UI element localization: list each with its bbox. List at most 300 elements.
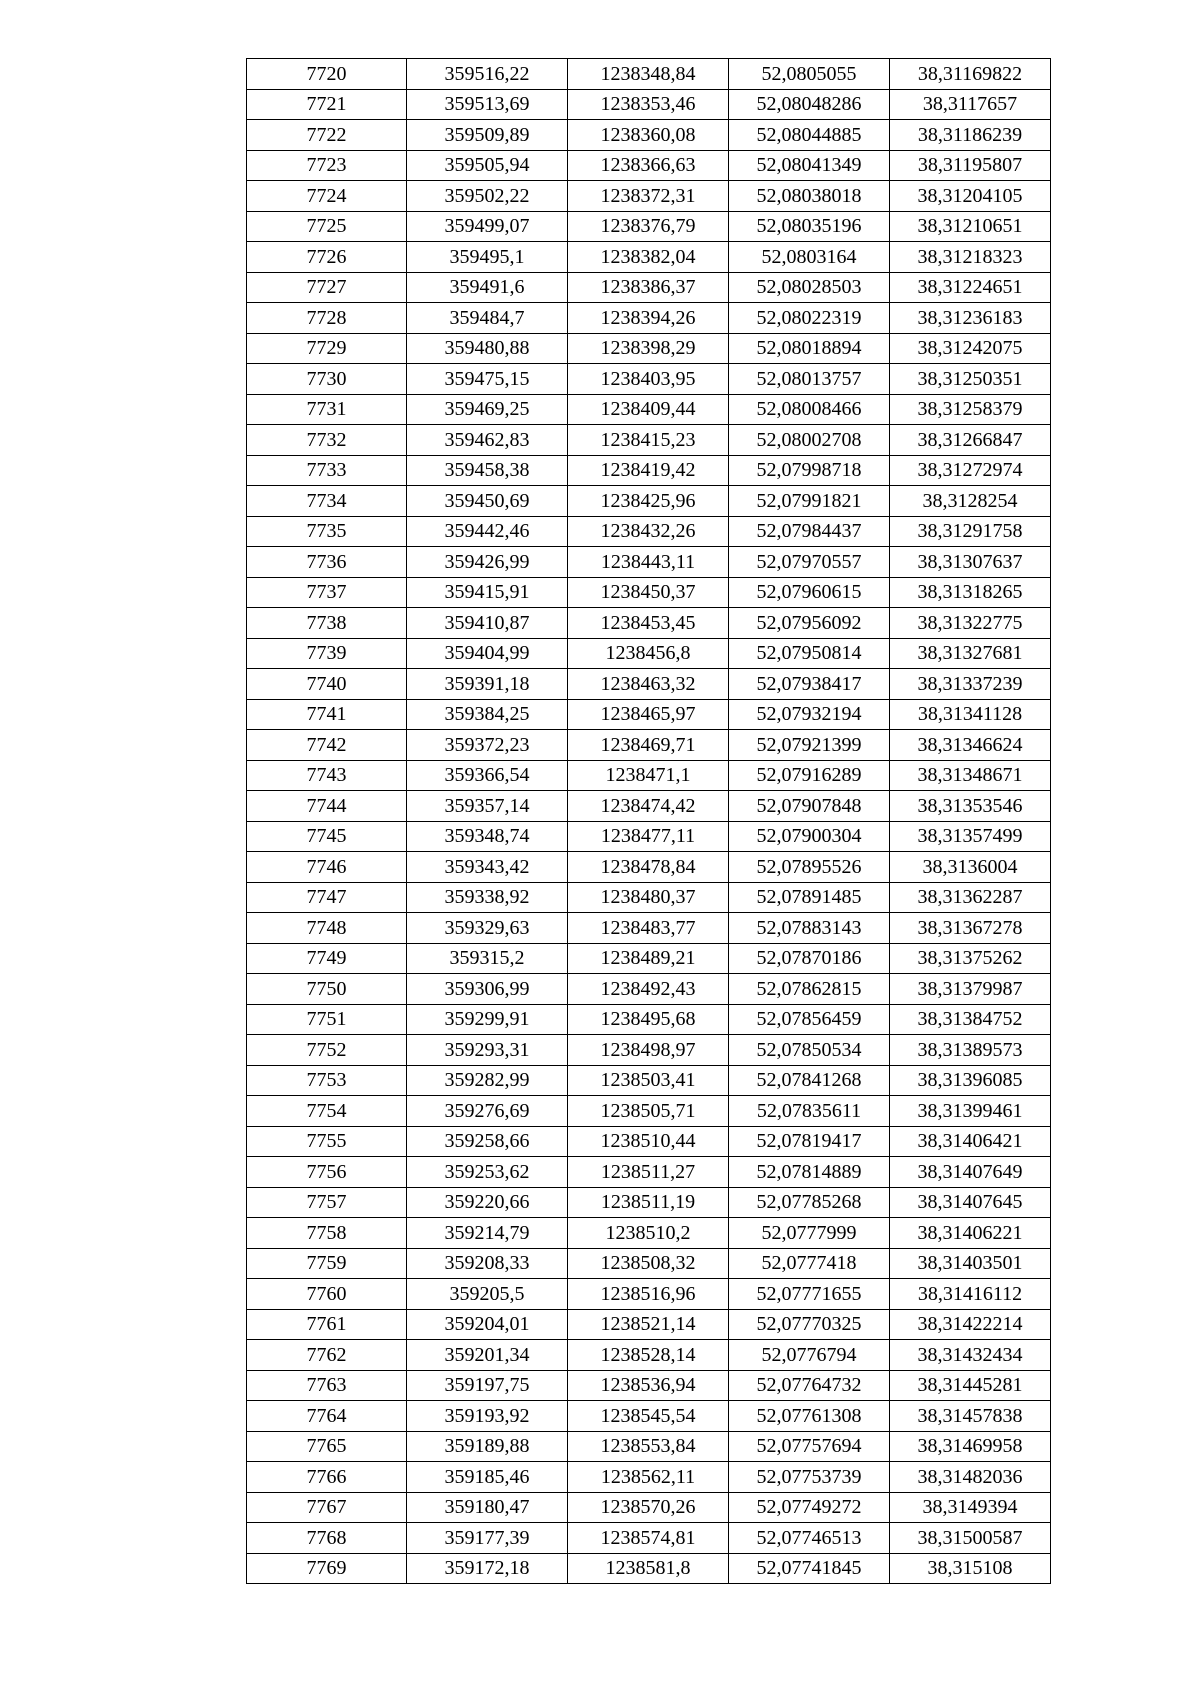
x-coordinate-cell: 359315,2: [407, 943, 568, 974]
point-number-cell: 7736: [247, 547, 407, 578]
y-coordinate-cell: 1238425,96: [568, 486, 729, 517]
longitude-cell: 38,31322775: [890, 608, 1051, 639]
table-row: [247, 1431, 1051, 1462]
longitude-cell: 38,31210651: [890, 211, 1051, 242]
y-coordinate-cell: 1238478,84: [568, 852, 729, 883]
x-coordinate-cell: 359509,89: [407, 120, 568, 151]
x-coordinate-cell: 359208,33: [407, 1248, 568, 1279]
latitude-cell: 52,07814889: [729, 1157, 890, 1188]
x-coordinate-cell: 359201,34: [407, 1340, 568, 1371]
latitude-cell: 52,07932194: [729, 699, 890, 730]
longitude-cell: 38,31469958: [890, 1431, 1051, 1462]
table-row: [247, 425, 1051, 456]
x-coordinate-cell: 359426,99: [407, 547, 568, 578]
point-number-cell: 7725: [247, 211, 407, 242]
table-row: [247, 59, 1051, 90]
y-coordinate-cell: 1238398,29: [568, 333, 729, 364]
x-coordinate-cell: 359299,91: [407, 1004, 568, 1035]
longitude-cell: 38,3136004: [890, 852, 1051, 883]
longitude-cell: 38,31186239: [890, 120, 1051, 151]
table-row: [247, 1523, 1051, 1554]
point-number-cell: 7738: [247, 608, 407, 639]
longitude-cell: 38,31432434: [890, 1340, 1051, 1371]
longitude-cell: 38,31407649: [890, 1157, 1051, 1188]
latitude-cell: 52,07757694: [729, 1431, 890, 1462]
longitude-cell: 38,3149394: [890, 1492, 1051, 1523]
longitude-cell: 38,31337239: [890, 669, 1051, 700]
latitude-cell: 52,07970557: [729, 547, 890, 578]
latitude-cell: 52,07900304: [729, 821, 890, 852]
table-row: [247, 1157, 1051, 1188]
table-row: [247, 638, 1051, 669]
point-number-cell: 7729: [247, 333, 407, 364]
x-coordinate-cell: 359502,22: [407, 181, 568, 212]
longitude-cell: 38,31396085: [890, 1065, 1051, 1096]
y-coordinate-cell: 1238372,31: [568, 181, 729, 212]
x-coordinate-cell: 359357,14: [407, 791, 568, 822]
x-coordinate-cell: 359258,66: [407, 1126, 568, 1157]
table-row: [247, 1218, 1051, 1249]
x-coordinate-cell: 359348,74: [407, 821, 568, 852]
latitude-cell: 52,07761308: [729, 1401, 890, 1432]
point-number-cell: 7737: [247, 577, 407, 608]
latitude-cell: 52,0777418: [729, 1248, 890, 1279]
latitude-cell: 52,07984437: [729, 516, 890, 547]
longitude-cell: 38,31389573: [890, 1035, 1051, 1066]
table-row: [247, 1096, 1051, 1127]
point-number-cell: 7730: [247, 364, 407, 395]
table-row: [247, 1340, 1051, 1371]
x-coordinate-cell: 359495,1: [407, 242, 568, 273]
table-row: [247, 1004, 1051, 1035]
latitude-cell: 52,08008466: [729, 394, 890, 425]
latitude-cell: 52,07956092: [729, 608, 890, 639]
longitude-cell: 38,31457838: [890, 1401, 1051, 1432]
y-coordinate-cell: 1238521,14: [568, 1309, 729, 1340]
longitude-cell: 38,31406421: [890, 1126, 1051, 1157]
y-coordinate-cell: 1238562,11: [568, 1462, 729, 1493]
longitude-cell: 38,31318265: [890, 577, 1051, 608]
latitude-cell: 52,08041349: [729, 150, 890, 181]
y-coordinate-cell: 1238511,27: [568, 1157, 729, 1188]
y-coordinate-cell: 1238503,41: [568, 1065, 729, 1096]
table-row: [247, 1126, 1051, 1157]
point-number-cell: 7742: [247, 730, 407, 761]
table-row: [247, 394, 1051, 425]
y-coordinate-cell: 1238376,79: [568, 211, 729, 242]
table-row: [247, 791, 1051, 822]
y-coordinate-cell: 1238348,84: [568, 59, 729, 90]
x-coordinate-cell: 359329,63: [407, 913, 568, 944]
table-row: [247, 181, 1051, 212]
latitude-cell: 52,08022319: [729, 303, 890, 334]
x-coordinate-cell: 359204,01: [407, 1309, 568, 1340]
x-coordinate-cell: 359214,79: [407, 1218, 568, 1249]
latitude-cell: 52,07950814: [729, 638, 890, 669]
point-number-cell: 7720: [247, 59, 407, 90]
longitude-cell: 38,31218323: [890, 242, 1051, 273]
x-coordinate-cell: 359189,88: [407, 1431, 568, 1462]
point-number-cell: 7732: [247, 425, 407, 456]
x-coordinate-cell: 359197,75: [407, 1370, 568, 1401]
x-coordinate-cell: 359282,99: [407, 1065, 568, 1096]
y-coordinate-cell: 1238450,37: [568, 577, 729, 608]
longitude-cell: 38,31242075: [890, 333, 1051, 364]
point-number-cell: 7768: [247, 1523, 407, 1554]
longitude-cell: 38,31327681: [890, 638, 1051, 669]
point-number-cell: 7766: [247, 1462, 407, 1493]
latitude-cell: 52,08018894: [729, 333, 890, 364]
latitude-cell: 52,07998718: [729, 455, 890, 486]
latitude-cell: 52,08002708: [729, 425, 890, 456]
longitude-cell: 38,31195807: [890, 150, 1051, 181]
x-coordinate-cell: 359193,92: [407, 1401, 568, 1432]
x-coordinate-cell: 359343,42: [407, 852, 568, 883]
longitude-cell: 38,31362287: [890, 882, 1051, 913]
table-row: [247, 1553, 1051, 1584]
point-number-cell: 7758: [247, 1218, 407, 1249]
latitude-cell: 52,0803164: [729, 242, 890, 273]
point-number-cell: 7734: [247, 486, 407, 517]
latitude-cell: 52,07785268: [729, 1187, 890, 1218]
longitude-cell: 38,31422214: [890, 1309, 1051, 1340]
longitude-cell: 38,31403501: [890, 1248, 1051, 1279]
point-number-cell: 7722: [247, 120, 407, 151]
longitude-cell: 38,31357499: [890, 821, 1051, 852]
table-row: [247, 1370, 1051, 1401]
y-coordinate-cell: 1238360,08: [568, 120, 729, 151]
point-number-cell: 7764: [247, 1401, 407, 1432]
longitude-cell: 38,31341128: [890, 699, 1051, 730]
table-row: [247, 1401, 1051, 1432]
y-coordinate-cell: 1238528,14: [568, 1340, 729, 1371]
point-number-cell: 7745: [247, 821, 407, 852]
latitude-cell: 52,07741845: [729, 1553, 890, 1584]
x-coordinate-cell: 359475,15: [407, 364, 568, 395]
y-coordinate-cell: 1238432,26: [568, 516, 729, 547]
longitude-cell: 38,31236183: [890, 303, 1051, 334]
longitude-cell: 38,31416112: [890, 1279, 1051, 1310]
y-coordinate-cell: 1238453,45: [568, 608, 729, 639]
table-row: [247, 1492, 1051, 1523]
table-row: [247, 364, 1051, 395]
table-row: [247, 1462, 1051, 1493]
point-number-cell: 7724: [247, 181, 407, 212]
table-row: [247, 150, 1051, 181]
point-number-cell: 7741: [247, 699, 407, 730]
table-row: [247, 1279, 1051, 1310]
point-number-cell: 7747: [247, 882, 407, 913]
y-coordinate-cell: 1238480,37: [568, 882, 729, 913]
y-coordinate-cell: 1238465,97: [568, 699, 729, 730]
point-number-cell: 7763: [247, 1370, 407, 1401]
point-number-cell: 7727: [247, 272, 407, 303]
longitude-cell: 38,31266847: [890, 425, 1051, 456]
longitude-cell: 38,31272974: [890, 455, 1051, 486]
y-coordinate-cell: 1238382,04: [568, 242, 729, 273]
longitude-cell: 38,31379987: [890, 974, 1051, 1005]
x-coordinate-cell: 359469,25: [407, 394, 568, 425]
y-coordinate-cell: 1238511,19: [568, 1187, 729, 1218]
point-number-cell: 7756: [247, 1157, 407, 1188]
point-number-cell: 7762: [247, 1340, 407, 1371]
point-number-cell: 7750: [247, 974, 407, 1005]
x-coordinate-cell: 359366,54: [407, 760, 568, 791]
y-coordinate-cell: 1238492,43: [568, 974, 729, 1005]
y-coordinate-cell: 1238443,11: [568, 547, 729, 578]
point-number-cell: 7754: [247, 1096, 407, 1127]
table-row: [247, 1309, 1051, 1340]
x-coordinate-cell: 359384,25: [407, 699, 568, 730]
point-number-cell: 7740: [247, 669, 407, 700]
point-number-cell: 7765: [247, 1431, 407, 1462]
latitude-cell: 52,07907848: [729, 791, 890, 822]
point-number-cell: 7755: [247, 1126, 407, 1157]
table-row: [247, 211, 1051, 242]
y-coordinate-cell: 1238574,81: [568, 1523, 729, 1554]
point-number-cell: 7746: [247, 852, 407, 883]
table-row: [247, 242, 1051, 273]
table-row: [247, 852, 1051, 883]
longitude-cell: 38,31399461: [890, 1096, 1051, 1127]
longitude-cell: 38,31406221: [890, 1218, 1051, 1249]
longitude-cell: 38,31307637: [890, 547, 1051, 578]
y-coordinate-cell: 1238545,54: [568, 1401, 729, 1432]
latitude-cell: 52,07749272: [729, 1492, 890, 1523]
table-row: [247, 333, 1051, 364]
table-row: [247, 1065, 1051, 1096]
x-coordinate-cell: 359513,69: [407, 89, 568, 120]
longitude-cell: 38,315108: [890, 1553, 1051, 1584]
y-coordinate-cell: 1238510,2: [568, 1218, 729, 1249]
y-coordinate-cell: 1238536,94: [568, 1370, 729, 1401]
latitude-cell: 52,07895526: [729, 852, 890, 883]
table-row: [247, 120, 1051, 151]
y-coordinate-cell: 1238483,77: [568, 913, 729, 944]
coordinates-table: [246, 58, 1051, 1584]
latitude-cell: 52,08044885: [729, 120, 890, 151]
y-coordinate-cell: 1238386,37: [568, 272, 729, 303]
latitude-cell: 52,08035196: [729, 211, 890, 242]
table-row: [247, 943, 1051, 974]
longitude-cell: 38,31384752: [890, 1004, 1051, 1035]
table-row: [247, 821, 1051, 852]
y-coordinate-cell: 1238508,32: [568, 1248, 729, 1279]
latitude-cell: 52,07891485: [729, 882, 890, 913]
latitude-cell: 52,07883143: [729, 913, 890, 944]
latitude-cell: 52,07991821: [729, 486, 890, 517]
y-coordinate-cell: 1238469,71: [568, 730, 729, 761]
x-coordinate-cell: 359484,7: [407, 303, 568, 334]
latitude-cell: 52,07862815: [729, 974, 890, 1005]
point-number-cell: 7743: [247, 760, 407, 791]
latitude-cell: 52,07770325: [729, 1309, 890, 1340]
x-coordinate-cell: 359276,69: [407, 1096, 568, 1127]
latitude-cell: 52,0777999: [729, 1218, 890, 1249]
coordinates-table-body: [247, 59, 1051, 1584]
longitude-cell: 38,31348671: [890, 760, 1051, 791]
x-coordinate-cell: 359253,62: [407, 1157, 568, 1188]
table-row: [247, 760, 1051, 791]
latitude-cell: 52,07841268: [729, 1065, 890, 1096]
y-coordinate-cell: 1238409,44: [568, 394, 729, 425]
x-coordinate-cell: 359293,31: [407, 1035, 568, 1066]
longitude-cell: 38,3117657: [890, 89, 1051, 120]
point-number-cell: 7733: [247, 455, 407, 486]
x-coordinate-cell: 359491,6: [407, 272, 568, 303]
point-number-cell: 7735: [247, 516, 407, 547]
latitude-cell: 52,07819417: [729, 1126, 890, 1157]
y-coordinate-cell: 1238477,11: [568, 821, 729, 852]
x-coordinate-cell: 359450,69: [407, 486, 568, 517]
longitude-cell: 38,31224651: [890, 272, 1051, 303]
x-coordinate-cell: 359499,07: [407, 211, 568, 242]
x-coordinate-cell: 359391,18: [407, 669, 568, 700]
x-coordinate-cell: 359338,92: [407, 882, 568, 913]
latitude-cell: 52,07771655: [729, 1279, 890, 1310]
x-coordinate-cell: 359177,39: [407, 1523, 568, 1554]
y-coordinate-cell: 1238471,1: [568, 760, 729, 791]
y-coordinate-cell: 1238394,26: [568, 303, 729, 334]
y-coordinate-cell: 1238581,8: [568, 1553, 729, 1584]
y-coordinate-cell: 1238498,97: [568, 1035, 729, 1066]
longitude-cell: 38,31204105: [890, 181, 1051, 212]
latitude-cell: 52,07938417: [729, 669, 890, 700]
longitude-cell: 38,3128254: [890, 486, 1051, 517]
longitude-cell: 38,31258379: [890, 394, 1051, 425]
latitude-cell: 52,07856459: [729, 1004, 890, 1035]
latitude-cell: 52,07753739: [729, 1462, 890, 1493]
point-number-cell: 7751: [247, 1004, 407, 1035]
table-row: [247, 547, 1051, 578]
latitude-cell: 52,07850534: [729, 1035, 890, 1066]
point-number-cell: 7739: [247, 638, 407, 669]
longitude-cell: 38,31375262: [890, 943, 1051, 974]
y-coordinate-cell: 1238463,32: [568, 669, 729, 700]
y-coordinate-cell: 1238505,71: [568, 1096, 729, 1127]
x-coordinate-cell: 359185,46: [407, 1462, 568, 1493]
table-row: [247, 1248, 1051, 1279]
x-coordinate-cell: 359180,47: [407, 1492, 568, 1523]
table-row: [247, 1187, 1051, 1218]
y-coordinate-cell: 1238495,68: [568, 1004, 729, 1035]
x-coordinate-cell: 359410,87: [407, 608, 568, 639]
latitude-cell: 52,08048286: [729, 89, 890, 120]
table-row: [247, 974, 1051, 1005]
latitude-cell: 52,08038018: [729, 181, 890, 212]
longitude-cell: 38,31291758: [890, 516, 1051, 547]
point-number-cell: 7759: [247, 1248, 407, 1279]
longitude-cell: 38,31445281: [890, 1370, 1051, 1401]
y-coordinate-cell: 1238510,44: [568, 1126, 729, 1157]
y-coordinate-cell: 1238489,21: [568, 943, 729, 974]
table-row: [247, 577, 1051, 608]
table-row: [247, 913, 1051, 944]
latitude-cell: 52,07746513: [729, 1523, 890, 1554]
latitude-cell: 52,08028503: [729, 272, 890, 303]
latitude-cell: 52,07764732: [729, 1370, 890, 1401]
point-number-cell: 7744: [247, 791, 407, 822]
x-coordinate-cell: 359415,91: [407, 577, 568, 608]
point-number-cell: 7767: [247, 1492, 407, 1523]
table-row: [247, 669, 1051, 700]
latitude-cell: 52,0776794: [729, 1340, 890, 1371]
point-number-cell: 7761: [247, 1309, 407, 1340]
longitude-cell: 38,31353546: [890, 791, 1051, 822]
x-coordinate-cell: 359205,5: [407, 1279, 568, 1310]
x-coordinate-cell: 359404,99: [407, 638, 568, 669]
point-number-cell: 7721: [247, 89, 407, 120]
longitude-cell: 38,31250351: [890, 364, 1051, 395]
y-coordinate-cell: 1238570,26: [568, 1492, 729, 1523]
y-coordinate-cell: 1238403,95: [568, 364, 729, 395]
point-number-cell: 7723: [247, 150, 407, 181]
y-coordinate-cell: 1238415,23: [568, 425, 729, 456]
longitude-cell: 38,31500587: [890, 1523, 1051, 1554]
longitude-cell: 38,31346624: [890, 730, 1051, 761]
x-coordinate-cell: 359220,66: [407, 1187, 568, 1218]
x-coordinate-cell: 359306,99: [407, 974, 568, 1005]
x-coordinate-cell: 359516,22: [407, 59, 568, 90]
point-number-cell: 7769: [247, 1553, 407, 1584]
x-coordinate-cell: 359505,94: [407, 150, 568, 181]
y-coordinate-cell: 1238474,42: [568, 791, 729, 822]
y-coordinate-cell: 1238516,96: [568, 1279, 729, 1310]
longitude-cell: 38,31482036: [890, 1462, 1051, 1493]
latitude-cell: 52,0805055: [729, 59, 890, 90]
longitude-cell: 38,31407645: [890, 1187, 1051, 1218]
y-coordinate-cell: 1238553,84: [568, 1431, 729, 1462]
longitude-cell: 38,31367278: [890, 913, 1051, 944]
table-row: [247, 1035, 1051, 1066]
table-row: [247, 882, 1051, 913]
latitude-cell: 52,07835611: [729, 1096, 890, 1127]
latitude-cell: 52,07870186: [729, 943, 890, 974]
point-number-cell: 7731: [247, 394, 407, 425]
point-number-cell: 7753: [247, 1065, 407, 1096]
y-coordinate-cell: 1238353,46: [568, 89, 729, 120]
latitude-cell: 52,07916289: [729, 760, 890, 791]
x-coordinate-cell: 359372,23: [407, 730, 568, 761]
x-coordinate-cell: 359442,46: [407, 516, 568, 547]
table-row: [247, 486, 1051, 517]
longitude-cell: 38,31169822: [890, 59, 1051, 90]
table-row: [247, 272, 1051, 303]
point-number-cell: 7749: [247, 943, 407, 974]
point-number-cell: 7757: [247, 1187, 407, 1218]
table-row: [247, 516, 1051, 547]
table-row: [247, 608, 1051, 639]
point-number-cell: 7760: [247, 1279, 407, 1310]
y-coordinate-cell: 1238456,8: [568, 638, 729, 669]
x-coordinate-cell: 359462,83: [407, 425, 568, 456]
y-coordinate-cell: 1238419,42: [568, 455, 729, 486]
table-row: [247, 89, 1051, 120]
table-row: [247, 699, 1051, 730]
point-number-cell: 7726: [247, 242, 407, 273]
x-coordinate-cell: 359458,38: [407, 455, 568, 486]
latitude-cell: 52,07960615: [729, 577, 890, 608]
point-number-cell: 7728: [247, 303, 407, 334]
x-coordinate-cell: 359172,18: [407, 1553, 568, 1584]
latitude-cell: 52,07921399: [729, 730, 890, 761]
point-number-cell: 7748: [247, 913, 407, 944]
table-row: [247, 455, 1051, 486]
x-coordinate-cell: 359480,88: [407, 333, 568, 364]
point-number-cell: 7752: [247, 1035, 407, 1066]
table-row: [247, 730, 1051, 761]
table-row: [247, 303, 1051, 334]
